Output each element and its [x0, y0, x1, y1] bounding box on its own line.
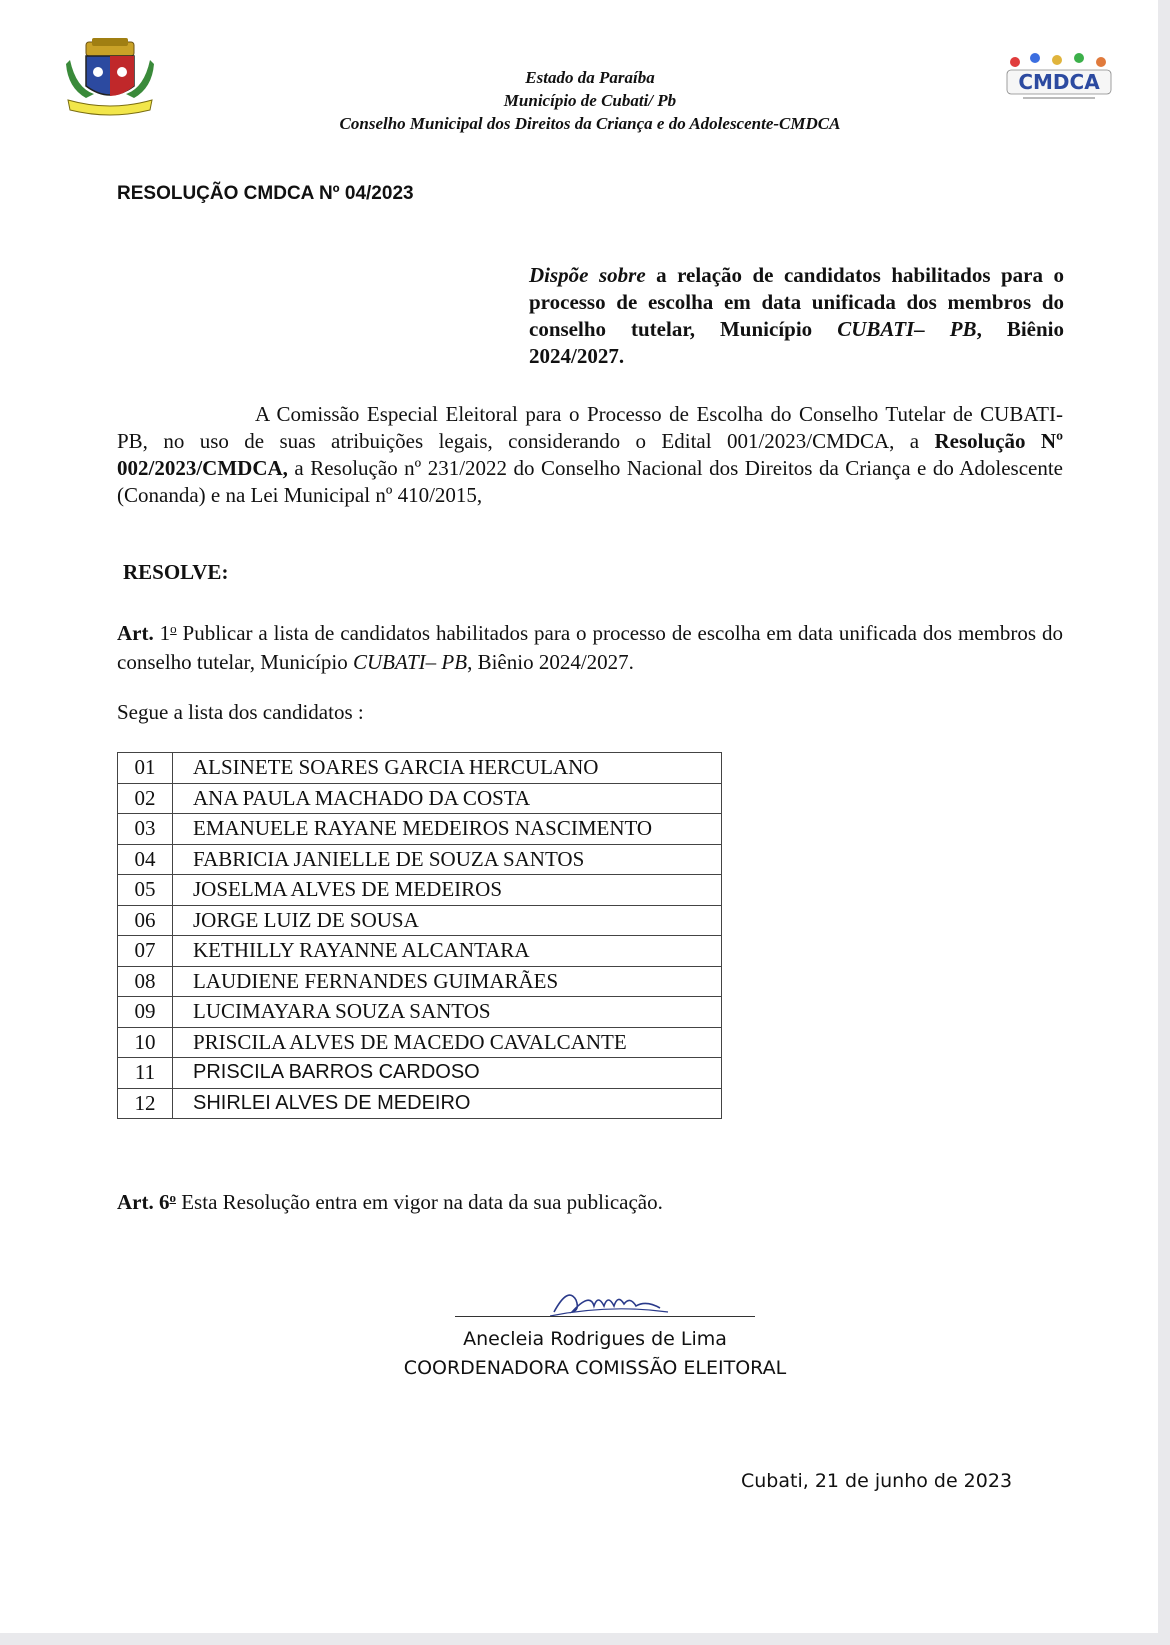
table-row — [118, 814, 722, 845]
article-6-label: Art. 6 — [117, 1190, 170, 1214]
preamble-text: A Comissão Especial Eleitoral para o Processo de Escolha do Conselho Tutelar de CUBATI-PB, no uso de suas atribuições legais, considerando o Edital 001/2023/CMDCA, a — [117, 402, 1063, 453]
table-row — [118, 844, 722, 875]
signatory-name: Anecleia Rodrigues de Lima — [463, 1328, 727, 1350]
candidate-number: 08 — [118, 966, 173, 997]
summary-municipality: CUBATI– PB — [837, 317, 977, 341]
candidate-name: PRISCILA ALVES DE MACEDO CAVALCANTE — [173, 1027, 722, 1058]
cmdca-logo — [1005, 52, 1113, 104]
table-row — [118, 1027, 722, 1058]
article-6-text: Esta Resolução entra em vigor na data da sua publicação. — [175, 1190, 663, 1214]
signatory-role: COORDENADORA COMISSÃO ELEITORAL — [403, 1357, 787, 1379]
candidate-number: 01 — [118, 753, 173, 784]
candidate-name: ANA PAULA MACHADO DA COSTA — [173, 783, 722, 814]
summary-italic: Dispõe sobre — [529, 263, 646, 287]
candidate-number: 02 — [118, 783, 173, 814]
article-1-number: 1 — [153, 621, 171, 645]
table-row — [118, 875, 722, 906]
resolution-title: RESOLUÇÃO CMDCA Nº 04/2023 — [117, 183, 414, 204]
table-row — [118, 1088, 722, 1119]
candidate-number: 05 — [118, 875, 173, 906]
article-1-text: Publicar a lista de candidatos habilitados para o processo de escolha em data unificada dos membros do conselho tutelar, Município — [117, 621, 1063, 674]
municipal-coat-of-arms-logo — [64, 38, 156, 118]
candidate-number: 04 — [118, 844, 173, 875]
table-row — [118, 783, 722, 814]
candidate-list-intro: Segue a lista dos candidatos : — [117, 700, 364, 724]
candidate-number: 09 — [118, 997, 173, 1028]
table-row — [118, 936, 722, 967]
candidate-name: JORGE LUIZ DE SOUSA — [173, 905, 722, 936]
candidate-name: EMANUELE RAYANE MEDEIROS NASCIMENTO — [173, 814, 722, 845]
resolve-heading: RESOLVE: — [123, 560, 229, 584]
candidates-table — [117, 752, 722, 1119]
candidate-name: ALSINETE SOARES GARCIA HERCULANO — [173, 753, 722, 784]
candidate-number: 11 — [118, 1058, 173, 1089]
table-row — [118, 753, 722, 784]
article-1-biennium: , Biênio 2024/2027. — [467, 650, 634, 674]
summary-text: a relação de candidatos habilitados para o processo de escolha em data unificada dos membros do conselho tutelar, Município — [529, 263, 1064, 341]
table-row — [118, 997, 722, 1028]
candidate-name: PRISCILA BARROS CARDOSO — [173, 1058, 722, 1089]
candidate-name: LAUDIENE FERNANDES GUIMARÃES — [173, 966, 722, 997]
table-row — [118, 905, 722, 936]
table-row — [118, 1058, 722, 1089]
candidate-name: LUCIMAYARA SOUZA SANTOS — [173, 997, 722, 1028]
article-6-ordinal: o — [169, 1190, 176, 1205]
candidate-number: 12 — [118, 1088, 173, 1119]
header-council: Conselho Municipal dos Direitos da Criança e do Adolescente-CMDCA — [339, 114, 841, 133]
candidate-name: FABRICIA JANIELLE DE SOUZA SANTOS — [173, 844, 722, 875]
candidate-number: 03 — [118, 814, 173, 845]
article-6 — [117, 1190, 663, 1215]
summary-biennium: , Biênio 2024/2027. — [529, 317, 1064, 368]
preamble-paragraph — [117, 401, 1063, 509]
article-1 — [117, 614, 1063, 677]
resolution-summary — [529, 262, 1064, 370]
preamble-bold-reference: Resolução Nº 002/2023/CMDCA, — [117, 429, 1063, 480]
candidate-number: 10 — [118, 1027, 173, 1058]
preamble-text-end: a Resolução nº 231/2022 do Conselho Nacional dos Direitos da Criança e do Adolescente (Conanda) e na Lei Municipal nº 410/2015, — [117, 456, 1063, 507]
candidate-name: JOSELMA ALVES DE MEDEIROS — [173, 875, 722, 906]
signature-line — [455, 1316, 755, 1317]
header-state: Estado da Paraíba — [525, 68, 655, 87]
article-1-municipality: CUBATI– PB — [352, 650, 468, 674]
candidate-number: 06 — [118, 905, 173, 936]
candidate-name: SHIRLEI ALVES DE MEDEIRO — [173, 1088, 722, 1119]
document-header — [200, 66, 980, 135]
article-1-label: Art. — [117, 621, 154, 645]
candidate-name: KETHILLY RAYANNE ALCANTARA — [173, 936, 722, 967]
table-row — [118, 966, 722, 997]
article-1-ordinal: o — [170, 621, 177, 636]
header-municipality: Município de Cubati/ Pb — [503, 91, 677, 110]
cmdca-logo-text: CMDCA — [1018, 70, 1100, 94]
document-date: Cubati, 21 de junho de 2023 — [741, 1470, 1013, 1492]
candidate-number: 07 — [118, 936, 173, 967]
